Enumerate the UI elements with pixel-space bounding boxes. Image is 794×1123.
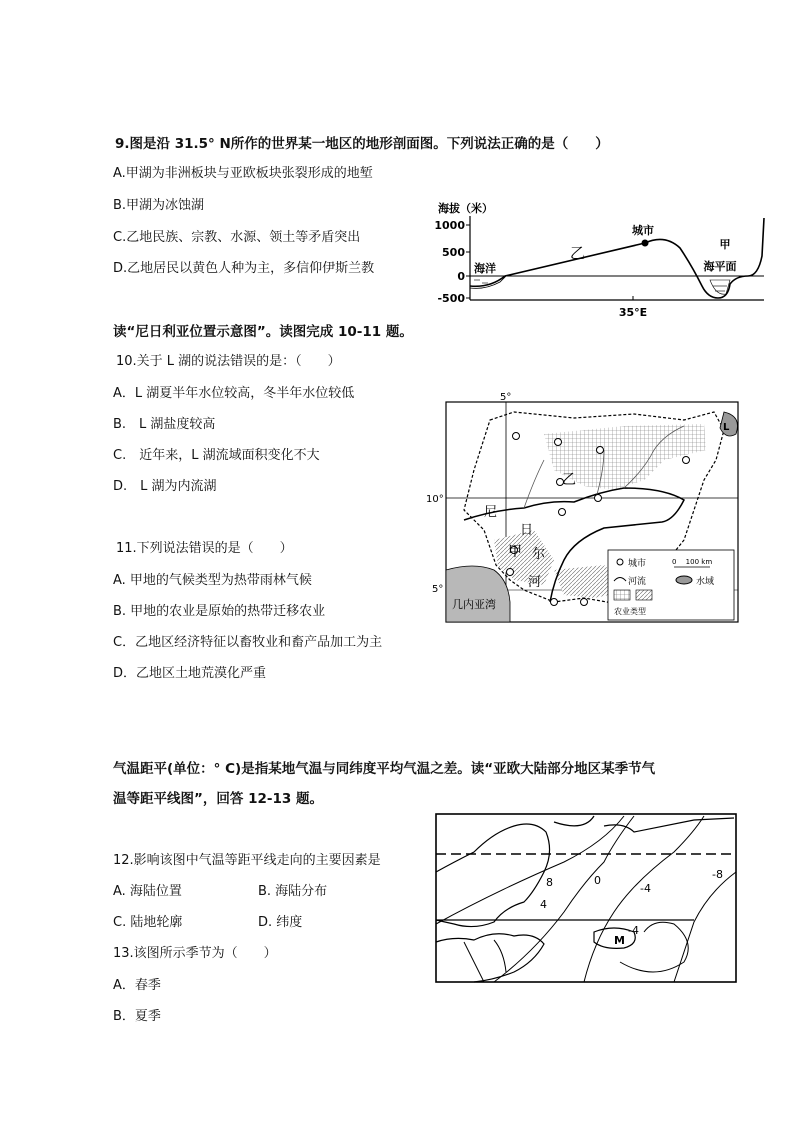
- m-label: M: [614, 934, 625, 947]
- q13-option-b[interactable]: B．夏季: [113, 1009, 161, 1024]
- nigeria-lon-5: 5°: [500, 392, 512, 403]
- q9-option-a[interactable]: A.甲湖为非洲板块与亚欧板块张裂形成的地堑: [113, 166, 373, 181]
- q12-option-b[interactable]: B. 海陆分布: [258, 884, 328, 899]
- legend-agriculture-type: 农业类型: [614, 607, 646, 616]
- profile-yi-label: 乙: [570, 244, 586, 262]
- q13-stem: 13.该图所示季节为（ ）: [113, 946, 277, 961]
- nigeria-lat-10: 10°: [426, 494, 444, 505]
- q9-option-b[interactable]: B.甲湖为冰蚀湖: [113, 198, 205, 213]
- q10-option-d[interactable]: D. L 湖为内流湖: [113, 479, 217, 494]
- isoline-0: 0: [594, 874, 601, 887]
- legend-scale: 0 100 km: [672, 558, 713, 566]
- isoline-4: 4: [540, 898, 547, 911]
- intro-12-13-line1: 气温距平(单位：° C)是指某地气温与同纬度平均气温之差。读“亚欧大陆部分地区某季节气: [113, 761, 656, 777]
- q11-option-b[interactable]: B. 甲地的农业是原始的热带迁移农业: [113, 604, 326, 619]
- profile-sea-level-label: 海平面: [703, 260, 737, 273]
- nigeria-lat-5: 5°: [432, 584, 444, 595]
- isoline-minus4-inner: -4: [628, 924, 639, 937]
- isoline-minus4: -4: [640, 882, 651, 895]
- intro-12-13-line2: 温等距平线图”，回答 12-13 题。: [113, 791, 323, 807]
- q12-stem: 12.影响该图中气温等距平线走向的主要因素是: [113, 853, 381, 868]
- profile-ylabel: 海拔（米）: [438, 202, 493, 215]
- tick-1000: 1000: [434, 219, 465, 232]
- isoline-8: 8: [546, 876, 553, 889]
- terrain-profile-figure: [430, 196, 770, 322]
- q12-option-c[interactable]: C. 陆地轮廓: [113, 915, 183, 930]
- legend-city: 城市: [628, 559, 647, 569]
- q10-stem: 10.关于 L 湖的说法错误的是：（ ）: [116, 354, 341, 369]
- q10-option-b[interactable]: B. L 湖盐度较高: [113, 417, 216, 432]
- q10-option-c[interactable]: C. 近年来，L 湖流域面积变化不大: [113, 448, 320, 463]
- niger-he-label: 河: [528, 575, 542, 590]
- tick-0: 0: [457, 270, 465, 283]
- intro-10-11: 读“尼日利亚位置示意图”。读图完成 10-11 题。: [113, 324, 413, 340]
- nigeria-map-figure: [424, 390, 744, 626]
- tick-minus500: -500: [437, 292, 465, 305]
- niger-ri-label: 日: [520, 523, 534, 538]
- q11-option-c[interactable]: C．乙地区经济特征以畜牧业和畜产品加工为主: [113, 635, 383, 650]
- q11-stem: 11.下列说法错误的是（ ）: [116, 541, 293, 556]
- q11-option-d[interactable]: D．乙地区土地荒漠化严重: [113, 666, 267, 681]
- nigeria-yi-label: 乙: [562, 472, 576, 488]
- legend-river: 河流: [628, 577, 647, 587]
- profile-longitude-label: 35°E: [618, 306, 648, 319]
- q13-option-a[interactable]: A．春季: [113, 978, 161, 993]
- profile-jia-label: 甲: [719, 238, 731, 251]
- q11-option-a[interactable]: A. 甲地的气候类型为热带雨林气候: [113, 573, 312, 588]
- tick-500: 500: [442, 246, 465, 259]
- nigeria-jia-label: 甲: [508, 544, 522, 560]
- city-dot: [642, 240, 649, 247]
- profile-ocean-label: 海洋: [474, 262, 496, 275]
- isoline-minus8: -8: [712, 868, 723, 881]
- gulf-of-guinea-label: 几内亚湾: [452, 598, 496, 611]
- q9-option-c[interactable]: C.乙地民族、宗教、水源、领土等矛盾突出: [113, 230, 361, 245]
- legend-water: 水域: [696, 577, 715, 587]
- q9-stem: 9.图是沿 31.5° N所作的世界某一地区的地形剖面图。下列说法正确的是（ ）: [115, 136, 609, 152]
- niger-ni-label: 尼: [484, 505, 498, 520]
- q12-option-a[interactable]: A. 海陆位置: [113, 884, 182, 899]
- q9-option-d[interactable]: D.乙地居民以黄色人种为主，多信仰伊斯兰教: [113, 261, 375, 276]
- profile-city-label: 城市: [632, 224, 654, 237]
- lake-l-label: L: [723, 422, 730, 433]
- q12-option-d[interactable]: D. 纬度: [258, 915, 303, 930]
- q10-option-a[interactable]: A．L 湖夏半年水位较高，冬半年水位较低: [113, 386, 355, 401]
- niger-er-label: 尔: [532, 547, 546, 562]
- eurasia-anomaly-map-figure: [434, 812, 740, 986]
